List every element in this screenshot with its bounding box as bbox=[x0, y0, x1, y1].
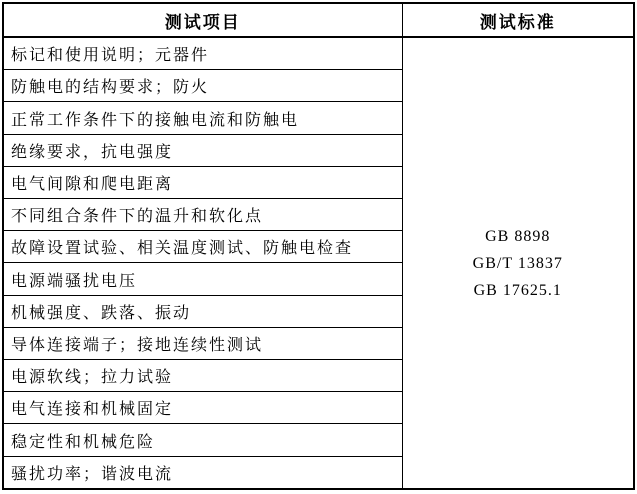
test-item-cell: 机械强度、跌落、振动 bbox=[3, 295, 402, 327]
standard-line: GB 17625.1 bbox=[473, 281, 562, 299]
test-item-cell: 正常工作条件下的接触电流和防触电 bbox=[3, 102, 402, 134]
standard-line: GB 8898 bbox=[485, 227, 551, 245]
test-item-cell: 骚扰功率；谐波电流 bbox=[3, 456, 402, 489]
header-row bbox=[3, 3, 634, 37]
test-item-cell: 电气连接和机械固定 bbox=[3, 392, 402, 424]
test-item-cell: 电源端骚扰电压 bbox=[3, 263, 402, 295]
standard-line: GB/T 13837 bbox=[472, 254, 563, 272]
test-item-cell: 导体连接端子；接地连续性测试 bbox=[3, 327, 402, 359]
test-standards-cell bbox=[402, 37, 634, 489]
header-test-standard: 测试标准 bbox=[402, 3, 634, 37]
test-item-cell: 标记和使用说明；元器件 bbox=[3, 37, 402, 70]
header-test-items: 测试项目 bbox=[3, 3, 402, 37]
test-item-cell: 故障设置试验、相关温度测试、防触电检查 bbox=[3, 231, 402, 263]
table-row bbox=[3, 37, 634, 70]
test-item-cell: 电源软线；拉力试验 bbox=[3, 360, 402, 392]
test-item-cell: 稳定性和机械危险 bbox=[3, 424, 402, 456]
test-item-cell: 不同组合条件下的温升和软化点 bbox=[3, 199, 402, 231]
test-items-table bbox=[2, 2, 635, 490]
test-item-cell: 电气间隙和爬电距离 bbox=[3, 166, 402, 198]
test-item-cell: 防触电的结构要求；防火 bbox=[3, 70, 402, 102]
test-item-cell: 绝缘要求，抗电强度 bbox=[3, 134, 402, 166]
